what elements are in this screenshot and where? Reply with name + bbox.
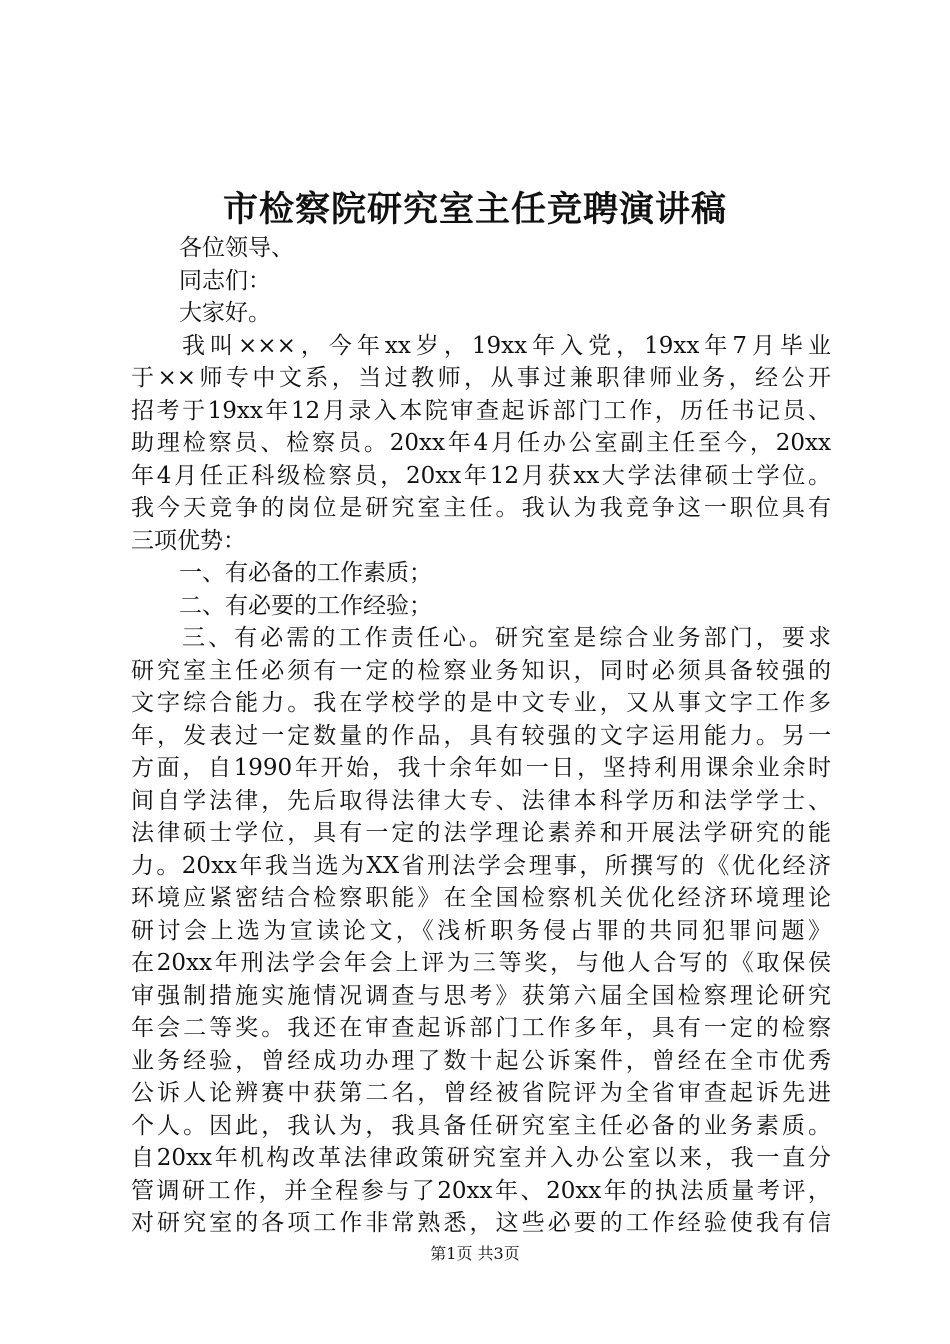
- paragraph-line: 年，发表过一定数量的作品，具有较强的文字运用能力。另一: [131, 722, 831, 749]
- paragraph-line: 法律硕士学位，具有一定的法学理论素养和开展法学研究的能: [131, 820, 831, 846]
- list-item: 二、有必要的工作经验；: [179, 592, 432, 619]
- paragraph-line: 管调研工作，并全程参与了20xx年、20xx年的执法质量考评，: [131, 1177, 831, 1204]
- list-item: 一、有必备的工作素质；: [179, 560, 432, 586]
- paragraph-line: 招考于19xx年12月录入本院审查起诉部门工作，历任书记员、: [131, 397, 831, 424]
- paragraph-line: 文字综合能力。我在学校学的是中文专业，又从事文字工作多: [131, 690, 831, 716]
- paragraph-line: 公诉人论辨赛中获第二名，曾经被省院评为全省审查起诉先进: [131, 1080, 831, 1106]
- paragraph-line: 年会二等奖。我还在审查起诉部门工作多年，具有一定的检察: [131, 1015, 831, 1041]
- paragraph-line: 三项优势：: [131, 527, 246, 554]
- paragraph-line: 研讨会上选为宣读论文，《浅析职务侵占罪的共同犯罪问题》: [131, 917, 831, 944]
- paragraph-line: 环境应紧密结合检察职能》在全国检察机关优化经济环境理论: [131, 885, 831, 911]
- paragraph-line: 研究室主任必须有一定的检察业务知识，同时必须具备较强的: [131, 657, 831, 684]
- greeting-line: 大家好。: [179, 300, 271, 326]
- salutation-line: 各位领导、: [179, 235, 294, 261]
- paragraph-line: 自20xx年机构改革法律政策研究室并入办公室以来，我一直分: [131, 1145, 831, 1171]
- paragraph-line: 我今天竞争的岗位是研究室主任。我认为我竞争这一职位具有: [131, 495, 831, 521]
- paragraph-line: 个人。因此，我认为，我具备任研究室主任必备的业务素质。: [131, 1112, 831, 1139]
- salutation-line: 同志们：: [179, 267, 271, 294]
- paragraph-line: 方面，自1990年开始，我十余年如一日，坚持利用课余业余时: [131, 755, 831, 781]
- paragraph-line: 间自学法律，先后取得法律大专、法律本科学历和法学学士、: [131, 787, 831, 814]
- paragraph-line: 于××师专中文系，当过教师，从事过兼职律师业务，经公开: [131, 365, 831, 391]
- paragraph-line: 业务经验，曾经成功办理了数十起公诉案件，曾经在全市优秀: [131, 1047, 831, 1074]
- document-title: 市检察院研究室主任竞聘演讲稿: [222, 189, 727, 230]
- list-item: 三、有必需的工作责任心。研究室是综合业务部门，要求: [182, 625, 831, 651]
- paragraph-line: 年4月任正科级检察员，20xx年12月获xx大学法律硕士学位。: [131, 462, 831, 489]
- paragraph-line: 助理检察员、检察员。20xx年4月任办公室副主任至今，20xx: [131, 430, 831, 456]
- paragraph-line: 对研究室的各项工作非常熟悉，这些必要的工作经验使我有信: [131, 1210, 831, 1236]
- document-body: [131, 232, 831, 1240]
- page-number: 第1页 共3页: [430, 1244, 520, 1263]
- paragraph-line: 在20xx年刑法学会年会上评为三等奖，与他人合写的《取保侯: [131, 950, 831, 976]
- paragraph-line: 我叫×××，今年xx岁，19xx年入党，19xx年7月毕业: [182, 332, 831, 359]
- paragraph-line: 审强制措施实施情况调查与思考》获第六届全国检察理论研究: [131, 982, 831, 1009]
- paragraph-line: 力。20xx年我当选为XX省刑法学会理事，所撰写的《优化经济: [131, 852, 831, 879]
